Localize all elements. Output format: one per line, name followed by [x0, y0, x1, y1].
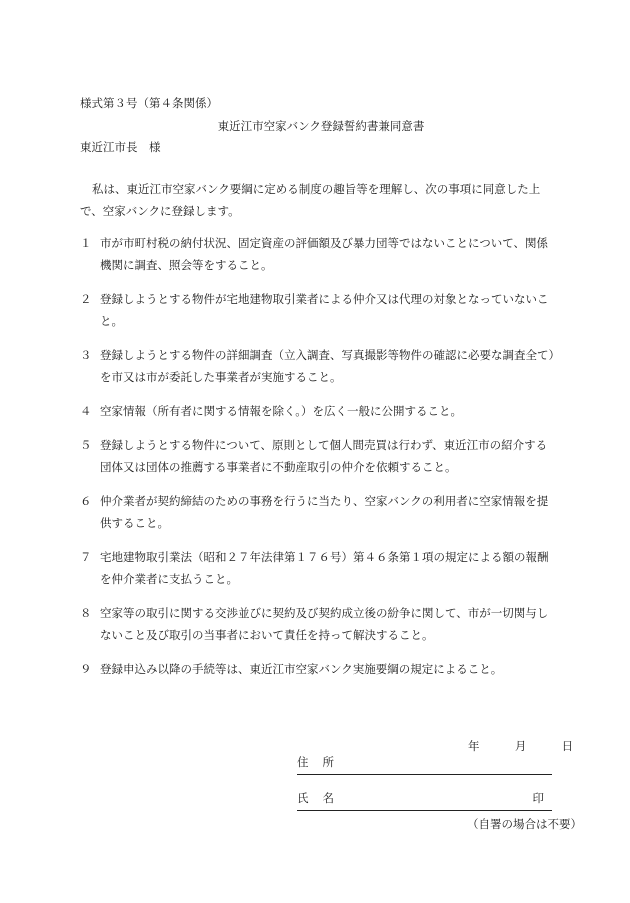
- month-label: 月: [514, 739, 527, 753]
- item-number: ４: [80, 404, 92, 418]
- address-label: 住所: [297, 755, 348, 769]
- name-field[interactable]: [297, 788, 552, 811]
- item-text: 登録しようとする物件が宅地建物取引業者による仲介又は代理の対象となっていないこと。: [100, 292, 549, 328]
- year-label: 年: [468, 739, 480, 753]
- consent-items-list: [80, 232, 558, 680]
- item-text: 登録しようとする物件の詳細調査（立入調査、写真撮影等物件の確認に必要な調査全て）を市又は市が委託した事業者が実施すること。: [100, 348, 555, 384]
- item-number: ５: [80, 438, 92, 452]
- item-number: ６: [80, 494, 92, 508]
- consent-item-9: [80, 658, 558, 680]
- consent-item-2: [80, 288, 558, 332]
- item-number: ３: [80, 348, 92, 362]
- name-label: 氏名: [297, 791, 348, 805]
- item-number: ９: [80, 662, 92, 676]
- item-text: 空家情報（所有者に関する情報を除く。）を広く一般に公開すること。: [100, 404, 463, 418]
- signature-note: （自署の場合は不要）: [467, 817, 582, 831]
- item-text: 仲介業者が契約締結のための事務を行うに当たり、空家バンクの利用者に空家情報を提供すること。: [100, 494, 549, 530]
- consent-item-3: [80, 344, 558, 388]
- form-number: 様式第３号（第４条関係）: [80, 96, 218, 110]
- item-number: １: [80, 236, 92, 250]
- item-number: ８: [80, 606, 92, 620]
- addressee: 東近江市長 様: [80, 140, 161, 154]
- consent-item-4: [80, 400, 558, 422]
- item-number: ２: [80, 292, 92, 306]
- consent-item-6: [80, 490, 558, 534]
- consent-item-1: [80, 232, 558, 276]
- item-text: 宅地建物取引業法（昭和２７年法律第１７６号）第４６条第１項の規定による額の報酬を仲介業者に支払うこと。: [100, 550, 549, 586]
- seal-mark: 印: [532, 791, 544, 805]
- item-text: 登録しようとする物件について、原則として個人間売買は行わず、東近江市の紹介する団体又は団体の推薦する事業者に不動産取引の仲介を依頼すること。: [100, 438, 548, 474]
- day-label: 日: [561, 739, 574, 753]
- consent-item-5: [80, 434, 558, 478]
- intro-paragraph: 私は、東近江市空家バンク要綱に定める制度の趣旨等を理解し、次の事項に同意した上で、空家バンクに登録します。: [80, 182, 541, 218]
- item-text: 市が市町村税の納付状況、固定資産の評価額及び暴力団等ではないことについて、関係機関に調査、照会等をすること。: [100, 236, 549, 272]
- consent-item-7: [80, 546, 558, 590]
- document-title: 東近江市空家バンク登録誓約書兼同意書: [217, 119, 425, 133]
- item-text: 空家等の取引に関する交渉並びに契約及び契約成立後の紛争に関して、市が一切関与しないこと及び取引の当事者において責任を持って解決すること。: [100, 606, 549, 642]
- item-text: 登録申込み以降の手続等は、東近江市空家バンク実施要綱の規定によること。: [100, 662, 503, 676]
- address-field[interactable]: [297, 752, 552, 775]
- consent-item-8: [80, 602, 558, 646]
- item-number: ７: [80, 550, 92, 564]
